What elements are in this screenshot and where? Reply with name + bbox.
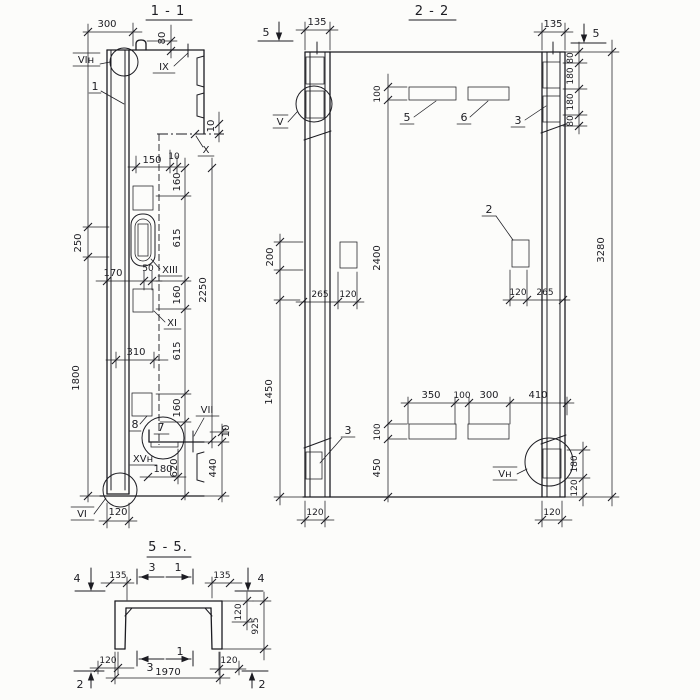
- dim-10-label: 10: [206, 119, 217, 133]
- dim-310-label: 310: [126, 347, 146, 358]
- rebar-strip: [409, 424, 456, 439]
- dim-135-left: [101, 571, 134, 600]
- dim-350-label: 350: [421, 390, 441, 401]
- dim-620-label: 620: [169, 458, 180, 478]
- dim-120-label: 120: [306, 508, 324, 518]
- dim-615-label: 615: [172, 341, 183, 361]
- part-3-label: 3: [514, 114, 522, 127]
- dim-120-label: 120: [509, 288, 527, 298]
- part-3-top: [511, 106, 546, 127]
- dim-170-label: 170: [103, 268, 123, 279]
- part-6-label: 6: [460, 111, 468, 124]
- dim-100-label: 100: [373, 423, 383, 441]
- dim-180-label: 180: [570, 455, 580, 473]
- dim-left-chain: [71, 24, 109, 502]
- dim-120-right: [222, 592, 253, 630]
- dim-120-label: 120: [108, 507, 128, 518]
- detail-circle-vin: [110, 48, 138, 76]
- detail-circle-vi: [103, 473, 137, 507]
- s11-dims: [71, 19, 232, 528]
- edge-notch-plate: [197, 452, 204, 482]
- part-5-label: 5: [403, 111, 411, 124]
- dim-300-label: 300: [97, 19, 117, 30]
- section-5-5: [74, 540, 272, 691]
- part-5: [400, 101, 436, 124]
- ledge-hatch: [151, 442, 178, 447]
- edge-notch-plate: [197, 93, 204, 118]
- dim-120-under-left-col: [297, 501, 334, 527]
- column-hatch: [543, 62, 560, 88]
- dim-80-label: 80: [157, 31, 168, 45]
- ref-ix-label: IX: [159, 62, 169, 73]
- dim-135-label: 135: [307, 17, 327, 28]
- mark-5-label: 5: [262, 26, 270, 39]
- dim-120-label: 120: [543, 508, 561, 518]
- dim-80-label: 80: [566, 52, 576, 64]
- loop-bar: [138, 224, 148, 256]
- mark-5-right: [571, 24, 606, 43]
- mark-1-bottom: [166, 645, 193, 666]
- dim-135-label: 135: [109, 571, 127, 581]
- dim-3280-label: 3280: [596, 237, 607, 263]
- dim-120-label: 120: [339, 290, 357, 300]
- dim-1970-label: 1970: [155, 667, 181, 678]
- dim-440-label: 440: [208, 458, 219, 478]
- dim-150-label: 150: [142, 155, 162, 166]
- section-1-1-title: 1 - 1: [150, 4, 186, 19]
- dim-120-bottom-right: [210, 652, 246, 675]
- embed-plate: [132, 393, 152, 416]
- part-3-label: 3: [344, 424, 352, 437]
- mark-4-left: [74, 568, 106, 591]
- dim-100-label: 100: [453, 391, 471, 401]
- part-1-label: 1: [91, 80, 99, 93]
- mark-2-left: [74, 671, 104, 691]
- dim-200-label: 200: [265, 247, 276, 267]
- ref-vn-label: Vн: [498, 469, 512, 480]
- dim-bottom-row: [401, 390, 574, 424]
- ref-xvn: [130, 454, 157, 465]
- section-2-2-title: 2 - 2: [414, 4, 450, 19]
- embed-plate: [512, 240, 529, 267]
- dim-left-chain: [264, 234, 303, 505]
- ref-v-label: V: [276, 117, 284, 128]
- mark-2-label: 2: [258, 678, 266, 691]
- dim-925-label: 925: [251, 617, 261, 635]
- dim-1800-label: 1800: [71, 365, 82, 391]
- ref-ix: [153, 44, 188, 73]
- dim-chain-top-right: [563, 42, 587, 134]
- dim-250-label: 250: [73, 233, 84, 253]
- dim-300-label: 300: [479, 390, 499, 401]
- ref-vn: [493, 467, 527, 480]
- column-hatch: [306, 452, 322, 479]
- dim-chain-middle: [372, 74, 407, 502]
- mark-3-label: 3: [148, 561, 156, 574]
- rebar-strip: [468, 87, 509, 100]
- column-hatch: [306, 91, 324, 118]
- section-1-1: [71, 4, 232, 528]
- ref-xiii: [151, 259, 182, 276]
- ref-x-label: X: [202, 145, 210, 156]
- dim-80-label: 80: [566, 115, 576, 127]
- dim-1450-label: 1450: [264, 379, 275, 405]
- ref-vi: [71, 498, 106, 520]
- dim-120-label: 120: [570, 479, 580, 497]
- ref-xi: [154, 311, 181, 329]
- dim-10-440: [204, 424, 232, 502]
- mark-4-label: 4: [257, 572, 265, 585]
- dim-10-step: [206, 112, 223, 142]
- mark-2-right: [242, 671, 268, 691]
- dim-410-label: 410: [528, 390, 548, 401]
- dim-180-label: 180: [566, 67, 576, 85]
- ref-xiii-label: XIII: [162, 265, 178, 276]
- part-2: [482, 203, 513, 240]
- loop-inner: [135, 219, 151, 261]
- dim-615-label: 615: [172, 228, 183, 248]
- part-7-label: 7: [157, 421, 165, 434]
- mark-5-label: 5: [592, 27, 600, 40]
- column-hatch: [543, 96, 560, 122]
- dim-265-label: 265: [536, 288, 554, 298]
- embed-plate: [133, 289, 153, 312]
- part-2-label: 2: [485, 203, 493, 216]
- dim-120-label: 120: [99, 656, 117, 666]
- dim-135-right: [205, 571, 242, 598]
- column-hatch: [306, 57, 324, 84]
- mark-5-left: [258, 22, 293, 41]
- mark-3-top: [137, 561, 164, 584]
- mark-1-label: 1: [174, 561, 182, 574]
- ref-xvn-label: XVн: [132, 454, 154, 465]
- dim-120-label: 120: [220, 656, 238, 666]
- s11-embeds: [131, 186, 155, 416]
- section-5-5-title: 5 - 5.: [148, 540, 188, 555]
- embed-plate: [340, 242, 357, 268]
- s55-outline: [115, 601, 222, 649]
- ref-vin: [73, 53, 110, 66]
- dim-160-label: 160: [172, 285, 183, 305]
- s22-embeds: [306, 57, 561, 479]
- mark-3-label: 3: [146, 661, 154, 674]
- dim-160-label: 160: [172, 172, 183, 192]
- part-6: [457, 101, 488, 124]
- dim-265-label: 265: [311, 290, 329, 300]
- dim-120-label: 120: [234, 603, 244, 621]
- dim-180-label: 180: [153, 464, 173, 475]
- detail-circle-vn: [525, 438, 573, 486]
- ref-v: [273, 112, 297, 128]
- mark-1-label: 1: [176, 645, 184, 658]
- s55-dims: [74, 561, 272, 691]
- lifting-tab: [136, 40, 146, 50]
- dim-10-label: 10: [168, 152, 180, 162]
- ref-vin-label: VIн: [77, 55, 95, 66]
- dim-50-label: 50: [142, 264, 154, 274]
- loop-outer: [131, 214, 155, 266]
- dim-300: [83, 19, 142, 46]
- section-2-2: [258, 4, 619, 527]
- dim-2250-label: 2250: [198, 277, 209, 303]
- dim-80: [147, 25, 177, 58]
- dim-450-label: 450: [372, 458, 383, 478]
- dim-135-label: 135: [213, 571, 231, 581]
- dim-135-label: 135: [543, 19, 563, 30]
- rebar-strip: [409, 87, 456, 100]
- dim-120-bottom: [99, 503, 137, 528]
- mark-4-right: [235, 568, 265, 591]
- ref-vii: [194, 405, 219, 436]
- dim-180-label: 180: [566, 93, 576, 111]
- dim-2400-label: 2400: [372, 245, 383, 271]
- mark-2-label: 2: [76, 678, 84, 691]
- ref-xi-label: XI: [167, 318, 177, 329]
- rebar-strip: [468, 424, 509, 439]
- dim-120-under-right-col: [535, 501, 572, 527]
- s22-outline: [296, 42, 573, 497]
- ref-vii-label: VII: [200, 405, 214, 416]
- embed-plate: [133, 186, 153, 210]
- edge-notch-plate: [197, 56, 204, 87]
- dim-10-label: 10: [221, 424, 232, 438]
- column-hatch: [543, 449, 561, 478]
- detail-circle-v: [296, 86, 332, 122]
- part-7: [154, 421, 169, 434]
- ref-x: [196, 136, 214, 156]
- dim-150-10: [128, 150, 184, 173]
- dim-160-label: 160: [172, 398, 183, 418]
- mark-1-top: [166, 561, 193, 584]
- ref-vi-label: VI: [77, 509, 87, 520]
- mark-4-label: 4: [73, 572, 81, 585]
- part-8-label: 8: [131, 418, 139, 431]
- dim-100-label: 100: [373, 85, 383, 103]
